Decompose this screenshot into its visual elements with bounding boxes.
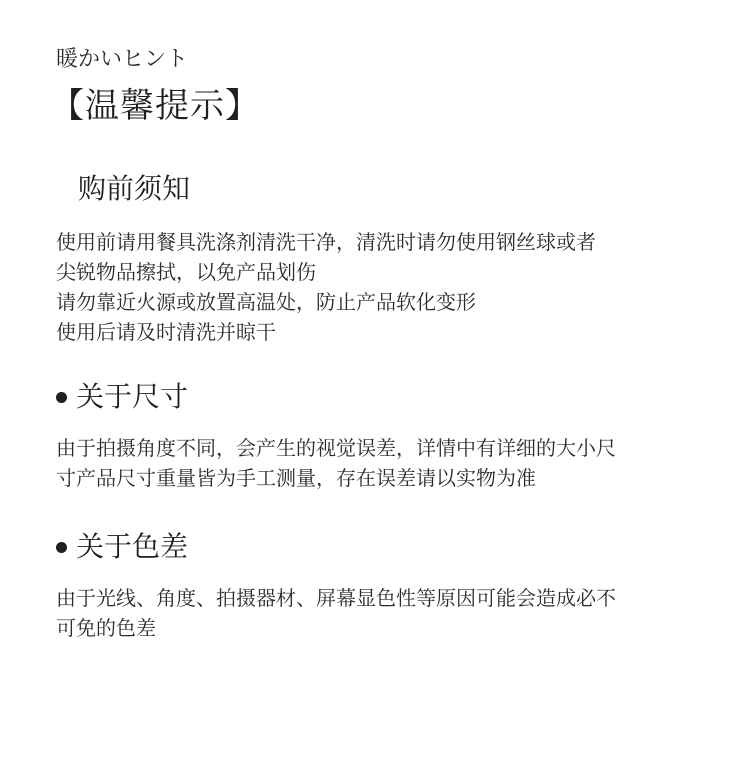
section-title-text: 关于尺寸 [76,380,189,413]
bullet-dot-icon [56,392,67,403]
section-about-color-difference [56,530,716,640]
section-title-text: 关于色差 [76,530,189,563]
section-title [56,530,716,564]
japanese-subtitle: 暖かいヒント [56,47,189,72]
section-body [56,433,616,493]
section-before-purchase [56,172,716,344]
body-line: 尖锐物品擦拭，以免产品划伤 [56,260,316,284]
section-body [56,227,596,347]
bullet-dot-icon [56,542,67,553]
body-line: 使用后请及时清洗并晾干 [56,320,276,344]
section-title [56,172,716,206]
section-title-text: 购前须知 [78,172,191,205]
section-body [56,583,616,643]
body-line: 使用前请用餐具洗涤剂清洗干净，清洗时请勿使用钢丝球或者 [56,230,596,254]
section-about-size [56,380,716,490]
section-title [56,380,716,414]
body-line: 由于光线、角度、拍摄器材、屏幕显色性等原因可能会造成必不 [56,586,616,610]
body-line: 可免的色差 [56,616,156,640]
page-title: 【温馨提示】 [50,86,260,126]
body-line: 寸产品尺寸重量皆为手工测量，存在误差请以实物为准 [56,466,536,490]
body-line: 由于拍摄角度不同，会产生的视觉误差，详情中有详细的大小尺 [56,436,616,460]
body-line: 请勿靠近火源或放置高温处，防止产品软化变形 [56,290,476,314]
